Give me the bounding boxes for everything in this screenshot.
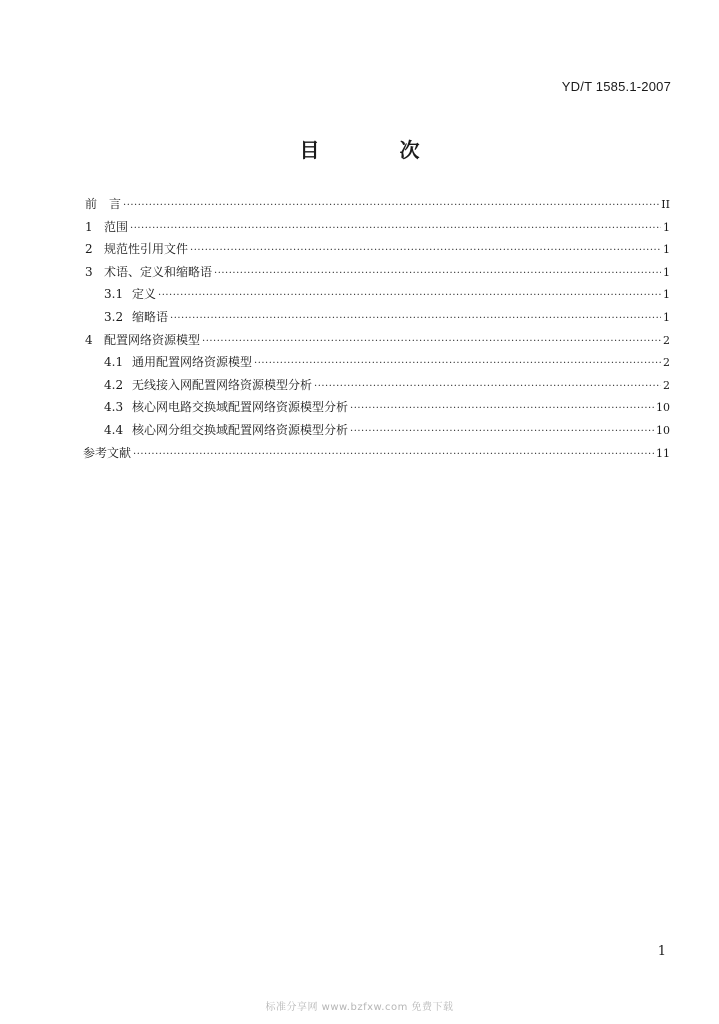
toc-entry-page: 1	[663, 220, 670, 234]
toc-entry[interactable]	[85, 422, 670, 445]
toc-dot-leader	[123, 198, 659, 214]
toc-entry[interactable]	[85, 264, 670, 287]
toc-entry-title: 配置网络资源模型	[104, 332, 201, 347]
toc-entry-page: 1	[663, 265, 670, 279]
toc-entry-number: 4	[85, 332, 93, 347]
toc-entry[interactable]	[85, 286, 670, 309]
toc-entry[interactable]	[85, 241, 670, 264]
toc-entry-label	[85, 264, 212, 280]
toc-entry-label	[85, 196, 121, 212]
toc-entry-page: 2	[663, 333, 670, 347]
toc-entry-page: 2	[663, 356, 670, 370]
toc-dot-leader	[170, 311, 661, 327]
toc-entry-title: 缩略语	[132, 309, 169, 324]
toc-entry[interactable]	[85, 219, 670, 242]
toc-dot-leader	[130, 221, 661, 237]
toc-entry-number: 4.3	[104, 400, 124, 415]
toc-entry-title: 术语、定义和缩略语	[104, 264, 213, 279]
toc-entry[interactable]	[85, 399, 670, 422]
toc-entry[interactable]	[85, 196, 670, 219]
toc-entry-title: 前 言	[85, 197, 122, 211]
toc-dot-leader	[214, 266, 661, 282]
toc-dot-leader	[133, 447, 654, 463]
toc-entry-label	[85, 241, 188, 257]
toc-entry-number: 1	[85, 219, 93, 234]
toc-entry-label	[104, 286, 156, 302]
document-code: YD/T 1585.1-2007	[561, 79, 671, 94]
toc-entry-title: 范围	[104, 219, 129, 234]
toc-entry-title: 定义	[132, 287, 157, 302]
toc-entry-number: 3	[85, 264, 93, 279]
toc-entry-title: 核心网电路交换域配置网络资源模型分析	[132, 400, 349, 415]
toc-entry-number: 3.1	[104, 287, 124, 302]
toc-entry-number: 2	[85, 242, 93, 257]
toc-entry-page: II	[661, 198, 670, 211]
toc-entry-title: 通用配置网络资源模型	[132, 355, 253, 370]
toc-entry-label	[104, 354, 252, 370]
toc-entry-title: 核心网分组交换域配置网络资源模型分析	[132, 422, 349, 437]
toc-entry[interactable]	[85, 332, 670, 355]
toc-entry[interactable]	[85, 309, 670, 332]
toc-entry-label	[104, 309, 168, 325]
footer-watermark: 标准分享网 www.bzfxw.com 免费下载	[265, 1002, 454, 1013]
toc-entry-title: 规范性引用文件	[104, 242, 189, 257]
toc-dot-leader	[314, 379, 661, 395]
toc-entry-title: 无线接入网配置网络资源模型分析	[132, 377, 313, 392]
toc-entry[interactable]	[83, 445, 670, 468]
toc-entry-label	[83, 445, 131, 461]
toc-entry-page: 10	[656, 401, 670, 415]
toc-entry-page: 10	[656, 423, 670, 437]
toc-entry-title: 参考文献	[83, 445, 132, 460]
toc-entry-page: 2	[663, 378, 670, 392]
toc-entry[interactable]	[85, 377, 670, 400]
page-number: 1	[657, 944, 666, 959]
toc-entry[interactable]	[85, 354, 670, 377]
toc-dot-leader	[190, 243, 661, 259]
toc-dot-leader	[350, 401, 654, 417]
toc-entry-number: 3.2	[104, 309, 124, 324]
toc-entry-label	[104, 377, 312, 393]
toc-entry-label	[85, 332, 200, 348]
toc-entry-page: 11	[656, 446, 670, 460]
toc-entry-page: 1	[663, 288, 670, 302]
toc-entry-label	[104, 422, 348, 438]
page-title: 目 次	[299, 138, 450, 162]
toc-dot-leader	[158, 288, 661, 304]
toc-entry-number: 4.1	[104, 355, 124, 370]
toc-dot-leader	[350, 424, 654, 440]
table-of-contents	[85, 196, 670, 467]
toc-entry-label	[85, 219, 128, 235]
toc-dot-leader	[202, 334, 661, 350]
toc-entry-number: 4.2	[104, 377, 124, 392]
toc-dot-leader	[254, 356, 661, 372]
toc-entry-label	[104, 399, 348, 415]
toc-entry-page: 1	[663, 310, 670, 324]
toc-entry-page: 1	[663, 243, 670, 257]
toc-entry-number: 4.4	[104, 422, 124, 437]
